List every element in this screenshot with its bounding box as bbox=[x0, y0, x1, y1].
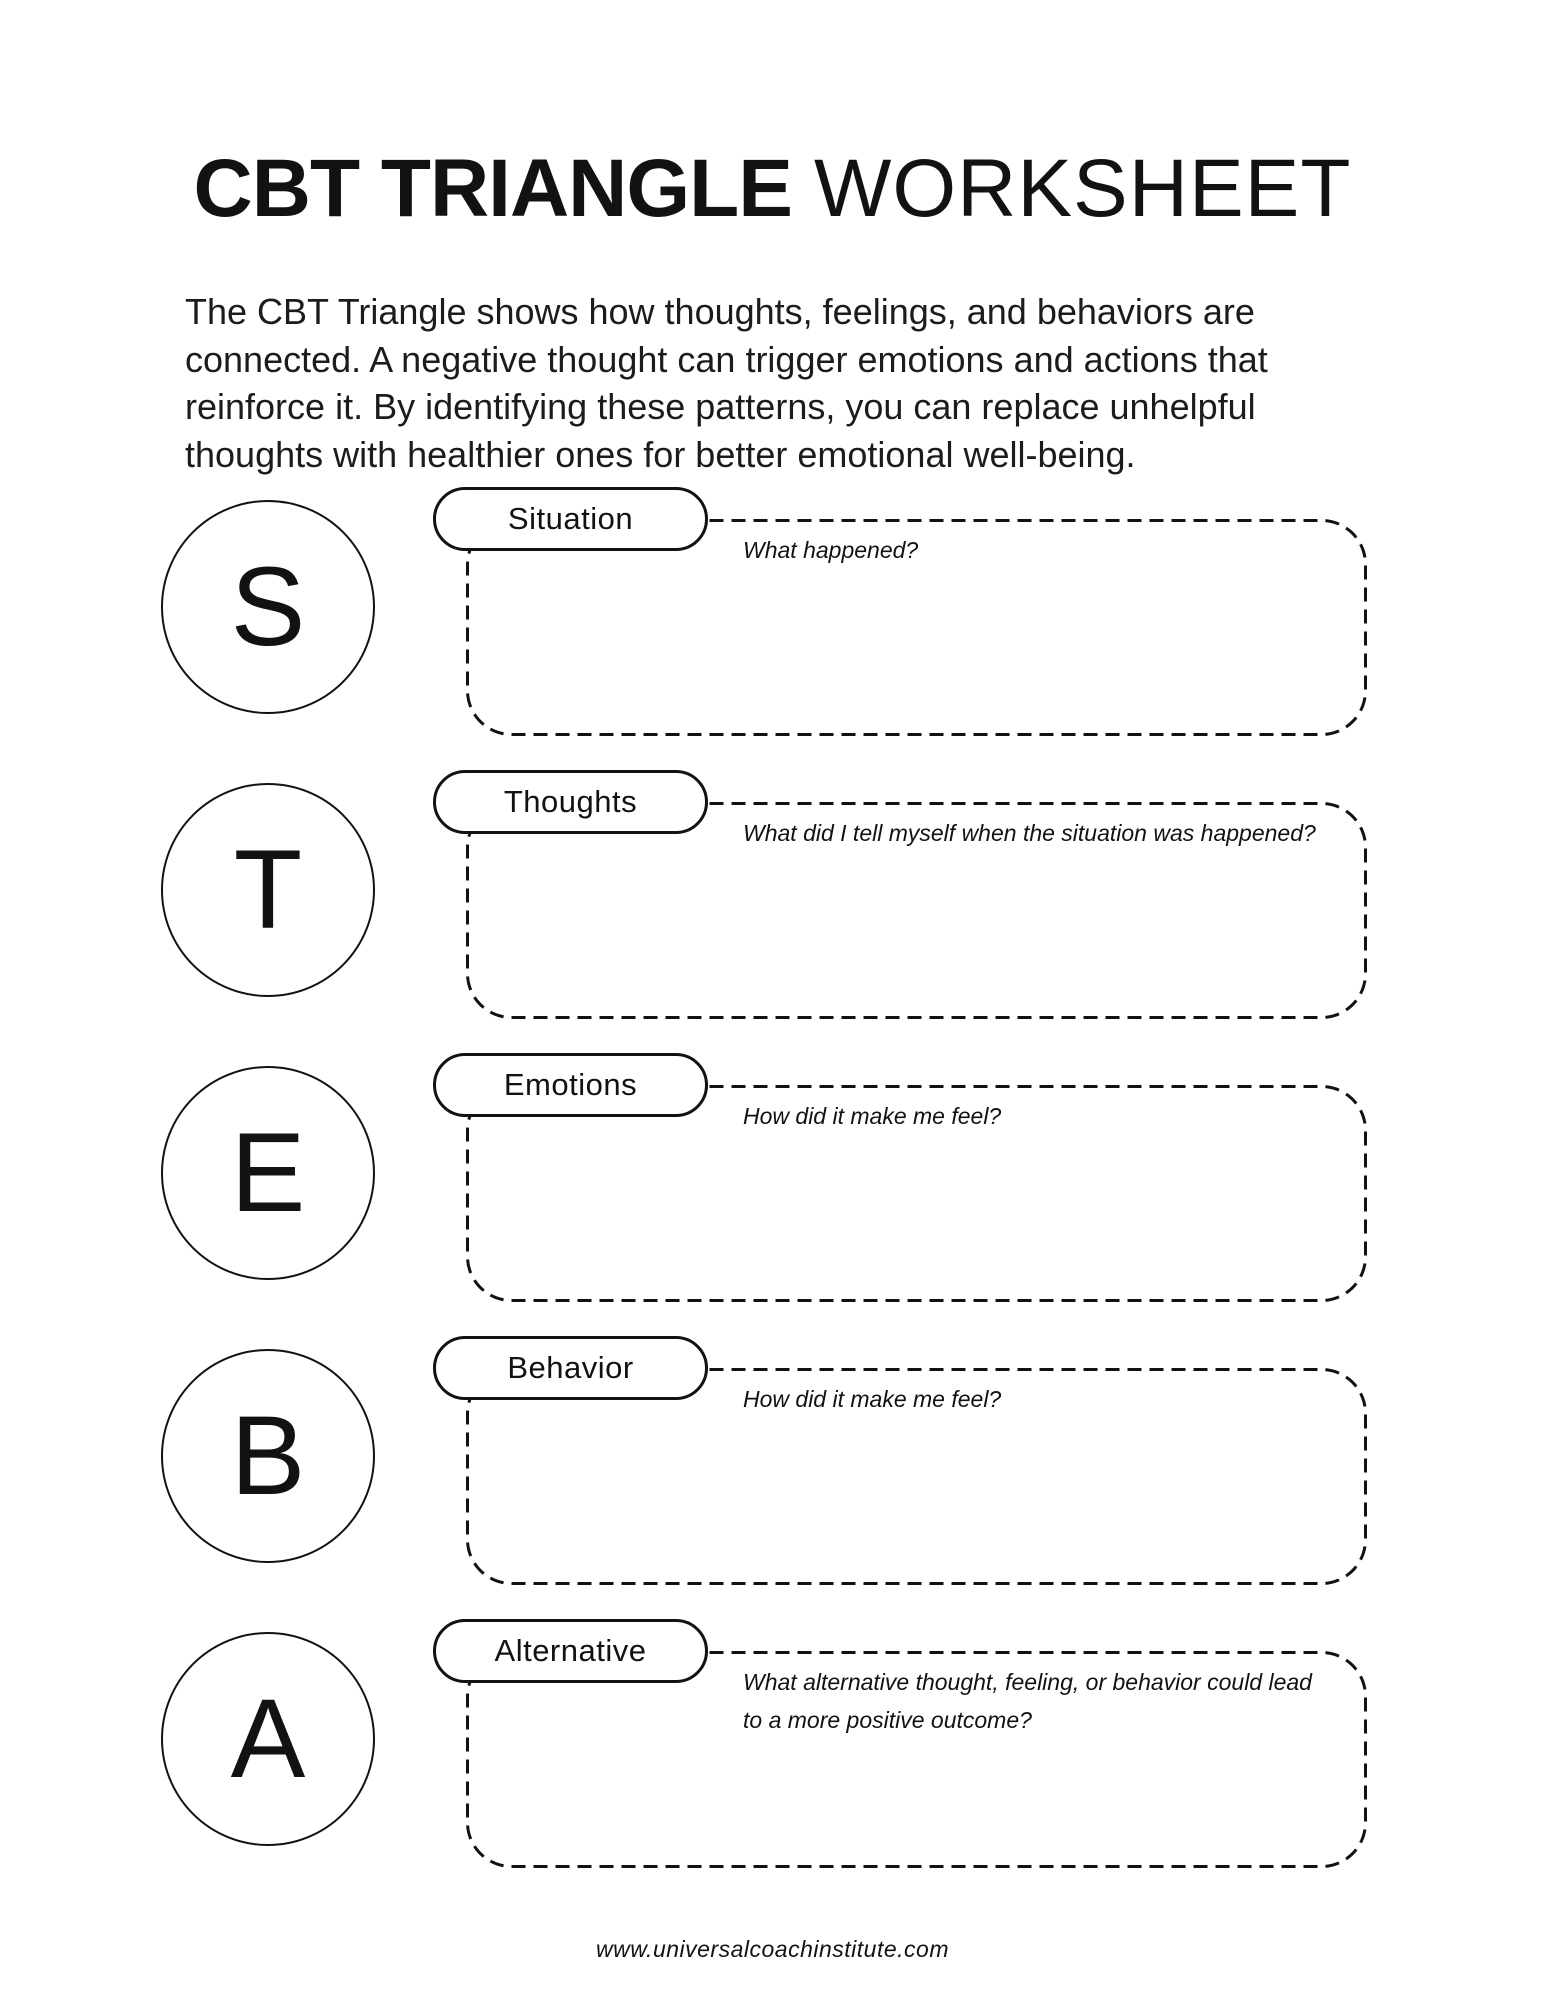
section-question bbox=[743, 1380, 1001, 1418]
section-label: Thoughts bbox=[503, 784, 638, 819]
letter-circle bbox=[161, 1066, 375, 1280]
section-question bbox=[743, 814, 1316, 852]
section-label-pill bbox=[433, 487, 708, 551]
intro-line: thoughts with healthier ones for better emotional well-being. bbox=[185, 433, 1136, 475]
letter-circle bbox=[161, 1632, 375, 1846]
letter-circle-text: A bbox=[230, 1676, 306, 1801]
question-line: to a more positive outcome? bbox=[743, 1707, 1032, 1733]
letter-circle-text: E bbox=[230, 1110, 306, 1235]
question-line: What happened? bbox=[743, 537, 919, 563]
question-line: What did I tell myself when the situation was happened? bbox=[743, 820, 1316, 846]
question-line: What alternative thought, feeling, or behavior could lead bbox=[743, 1669, 1312, 1695]
letter-circle-text: S bbox=[230, 544, 306, 669]
section-row-thoughts bbox=[0, 770, 1545, 1053]
letter-circle-text: T bbox=[233, 827, 303, 952]
section-question bbox=[743, 1097, 1001, 1135]
letter-circle bbox=[161, 500, 375, 714]
section-row-alternative bbox=[0, 1619, 1545, 1902]
section-question bbox=[743, 531, 918, 569]
page-title-light: WORKSHEET bbox=[813, 143, 1352, 234]
section-label-pill bbox=[433, 1053, 708, 1117]
intro-paragraph bbox=[185, 288, 1405, 478]
intro-line: reinforce it. By identifying these patterns, you can replace unhelpful bbox=[185, 386, 1256, 427]
page-title bbox=[0, 143, 1545, 234]
section-row-behavior bbox=[0, 1336, 1545, 1619]
section-label: Behavior bbox=[507, 1350, 634, 1385]
footer-url: www.universalcoachinstitute.com bbox=[596, 1936, 949, 1962]
section-row-emotions bbox=[0, 1053, 1545, 1336]
question-line: How did it make me feel? bbox=[743, 1386, 1002, 1412]
section-label: Emotions bbox=[503, 1067, 638, 1102]
letter-circle bbox=[161, 1349, 375, 1563]
page-title-bold: CBT TRIANGLE bbox=[193, 143, 792, 234]
letter-circle bbox=[161, 783, 375, 997]
section-question bbox=[743, 1663, 1312, 1739]
intro-line: connected. A negative thought can trigger emotions and actions that bbox=[185, 338, 1268, 380]
section-label: Situation bbox=[507, 501, 634, 536]
section-label-pill bbox=[433, 770, 708, 834]
section-row-situation bbox=[0, 487, 1545, 770]
section-label: Alternative bbox=[494, 1633, 647, 1668]
intro-line: The CBT Triangle shows how thoughts, feelings, and behaviors are bbox=[185, 291, 1255, 332]
letter-circle-text: B bbox=[230, 1393, 306, 1518]
question-line: How did it make me feel? bbox=[743, 1103, 1002, 1129]
section-label-pill bbox=[433, 1336, 708, 1400]
section-label-pill bbox=[433, 1619, 708, 1683]
